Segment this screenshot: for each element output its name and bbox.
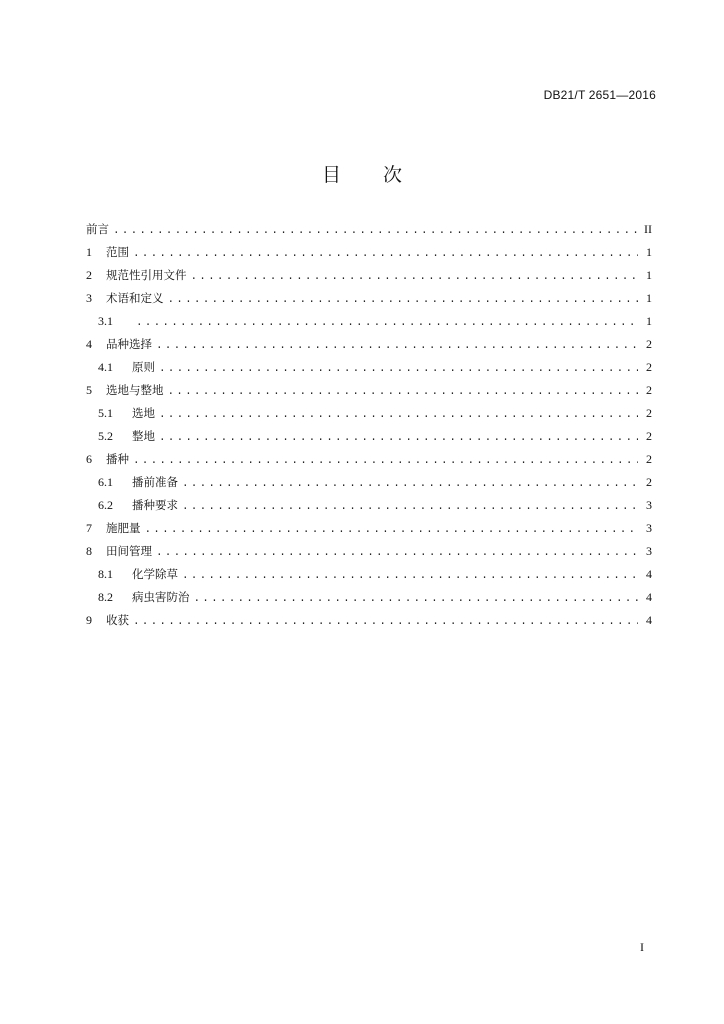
toc-entry[interactable]	[86, 356, 652, 379]
toc-entry-title: 选地	[132, 406, 155, 420]
toc-entry-title: 收获	[106, 613, 129, 627]
toc-leader-dots	[145, 519, 639, 542]
toc-entry-title: 整地	[132, 429, 155, 443]
toc-entry-page: 2	[646, 429, 652, 443]
toc-entry-title: 规范性引用文件	[106, 268, 187, 282]
toc-leader-dots	[182, 473, 638, 496]
toc-entry-page: 3	[646, 544, 652, 558]
toc-entry-number: 6.2	[98, 498, 113, 512]
toc-entry-title: 选地与整地	[106, 383, 164, 397]
toc-entry-label	[98, 471, 178, 494]
toc-entry-number: 4	[86, 337, 92, 351]
toc-entry-page: 4	[646, 590, 652, 604]
toc-entry-page: 1	[646, 291, 652, 305]
toc-entry-label	[86, 609, 129, 632]
toc-entry-label	[98, 563, 178, 586]
toc-entry-label	[98, 494, 178, 517]
toc-entry-page: 4	[646, 613, 652, 627]
toc-entry-number: 3	[86, 291, 92, 305]
toc-leader-dots	[168, 381, 639, 404]
toc-entry-number: 7	[86, 521, 92, 535]
toc-leader-dots	[191, 266, 639, 289]
toc-entry-number: 8.2	[98, 590, 113, 604]
toc-entry-page: 1	[646, 314, 652, 328]
toc-leader-dots	[168, 289, 639, 312]
toc-entry[interactable]	[86, 287, 652, 310]
page-number: I	[640, 940, 644, 954]
toc-entry-title: 施肥量	[106, 521, 141, 535]
toc-entry-label	[86, 448, 129, 471]
toc-entry-page: 1	[646, 268, 652, 282]
toc-entry-title: 品种选择	[106, 337, 152, 351]
document-code: DB21/T 2651—2016	[543, 88, 656, 102]
toc-entry-title: 病虫害防治	[132, 590, 190, 604]
toc-leader-dots	[182, 565, 638, 588]
toc-leader-dots	[113, 220, 638, 243]
toc-entry-page: 4	[646, 567, 652, 581]
toc-entry[interactable]	[86, 517, 652, 540]
toc-entry[interactable]	[86, 448, 652, 471]
toc-entry[interactable]	[86, 218, 652, 241]
toc-entry-page: 3	[646, 521, 652, 535]
toc-entry-number: 6	[86, 452, 92, 466]
toc-entry-page: 3	[646, 498, 652, 512]
toc-leader-dots	[194, 588, 639, 611]
toc-entry-label	[98, 586, 190, 609]
toc-entry-number: 8.1	[98, 567, 113, 581]
toc-entry-page: II	[644, 222, 652, 236]
toc-entry-page: 1	[646, 245, 652, 259]
toc-entry-title: 前言	[86, 222, 109, 236]
toc-leader-dots	[136, 312, 638, 335]
toc-entry-title: 范围	[106, 245, 129, 259]
toc-entry[interactable]	[86, 333, 652, 356]
table-of-contents	[86, 218, 652, 632]
toc-entry-label	[86, 540, 152, 563]
toc-leader-dots	[182, 496, 638, 519]
toc-entry-label	[98, 402, 155, 425]
toc-leader-dots	[159, 404, 638, 427]
toc-entry-label	[98, 425, 155, 448]
toc-entry[interactable]	[86, 379, 652, 402]
toc-entry-title: 术语和定义	[106, 291, 164, 305]
toc-entry-label	[98, 356, 155, 379]
toc-entry[interactable]	[86, 402, 652, 425]
toc-entry-label	[98, 310, 132, 333]
toc-entry[interactable]	[86, 563, 652, 586]
toc-entry-page: 2	[646, 360, 652, 374]
toc-entry-page: 2	[646, 337, 652, 351]
toc-entry-number: 1	[86, 245, 92, 259]
toc-entry[interactable]	[86, 540, 652, 563]
toc-entry-label	[86, 264, 187, 287]
toc-entry-label	[86, 218, 109, 241]
toc-entry-title: 化学除草	[132, 567, 178, 581]
toc-entry-number: 5.1	[98, 406, 113, 420]
toc-entry-title: 田间管理	[106, 544, 152, 558]
toc-entry[interactable]	[86, 471, 652, 494]
toc-leader-dots	[156, 335, 638, 358]
toc-entry[interactable]	[86, 310, 652, 333]
toc-entry-number: 3.1	[98, 314, 113, 328]
toc-entry-page: 2	[646, 383, 652, 397]
toc-entry-number: 5	[86, 383, 92, 397]
toc-leader-dots	[133, 450, 638, 473]
page-title: 目 次	[321, 164, 421, 186]
toc-entry-title: 原则	[132, 360, 155, 374]
toc-entry-number: 2	[86, 268, 92, 282]
toc-entry[interactable]	[86, 241, 652, 264]
toc-entry-number: 5.2	[98, 429, 113, 443]
toc-leader-dots	[133, 243, 638, 266]
toc-entry-page: 2	[646, 406, 652, 420]
toc-entry[interactable]	[86, 425, 652, 448]
toc-entry[interactable]	[86, 264, 652, 287]
toc-entry-page: 2	[646, 475, 652, 489]
toc-entry-label	[86, 333, 152, 356]
toc-entry-label	[86, 241, 129, 264]
toc-entry-number: 9	[86, 613, 92, 627]
toc-entry-number: 8	[86, 544, 92, 558]
toc-entry-label	[86, 517, 141, 540]
toc-leader-dots	[156, 542, 638, 565]
toc-entry-label	[86, 287, 164, 310]
toc-leader-dots	[159, 427, 638, 450]
toc-entry[interactable]	[86, 586, 652, 609]
toc-entry-page: 2	[646, 452, 652, 466]
toc-entry[interactable]	[86, 609, 652, 632]
toc-leader-dots	[159, 358, 638, 381]
toc-entry-title: 播种要求	[132, 498, 178, 512]
toc-entry[interactable]	[86, 494, 652, 517]
toc-entry-number: 4.1	[98, 360, 113, 374]
toc-entry-number: 6.1	[98, 475, 113, 489]
toc-entry-title: 播种	[106, 452, 129, 466]
toc-leader-dots	[133, 611, 638, 634]
toc-entry-title: 播前准备	[132, 475, 178, 489]
toc-entry-label	[86, 379, 164, 402]
